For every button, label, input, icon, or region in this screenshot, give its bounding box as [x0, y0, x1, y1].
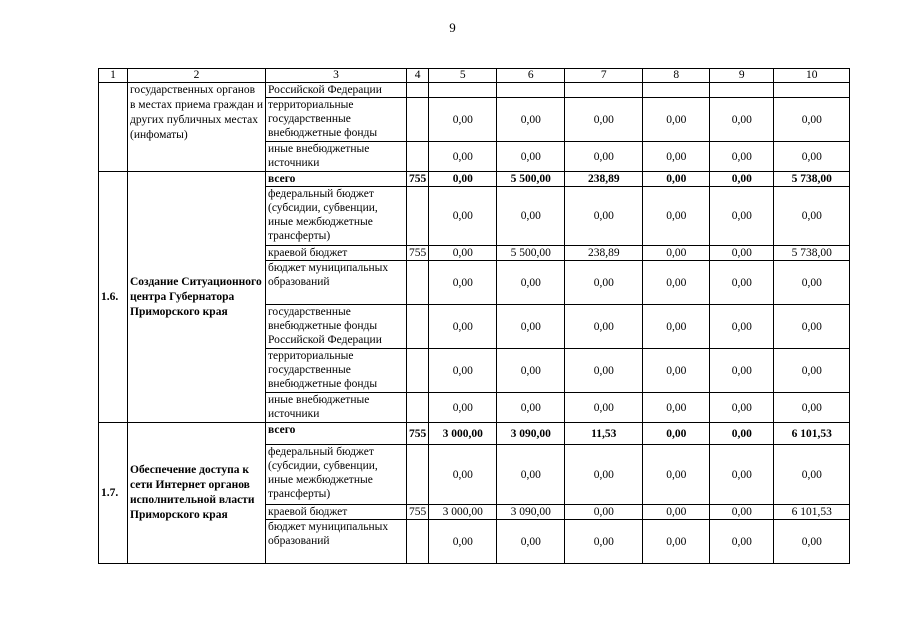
value-cell: 3 000,00 [429, 423, 497, 445]
value-cell: 0,00 [643, 505, 710, 520]
value-cell: 0,00 [565, 261, 643, 305]
value-cell: 0,00 [643, 520, 710, 564]
value-cell: 0,00 [429, 172, 497, 187]
value-cell: 238,89 [565, 172, 643, 187]
code-cell [407, 305, 429, 349]
value-cell: 0,00 [565, 349, 643, 393]
value-cell: 0,00 [565, 520, 643, 564]
value-cell: 0,00 [643, 172, 710, 187]
value-cell: 0,00 [774, 187, 850, 246]
funding-source: государственные внебюджетные фонды Российской Федерации [266, 305, 407, 349]
value-cell: 0,00 [497, 98, 565, 142]
value-cell: 5 738,00 [774, 172, 850, 187]
value-cell: 0,00 [565, 305, 643, 349]
funding-source: всего [266, 423, 407, 445]
value-cell: 0,00 [710, 142, 774, 172]
item-name: Создание Ситуационного центра Губернатора Приморского края [128, 172, 266, 423]
value-cell: 0,00 [643, 305, 710, 349]
header-cell: 4 [407, 69, 429, 83]
value-cell: 0,00 [429, 349, 497, 393]
funding-source: краевой бюджет [266, 505, 407, 520]
header-cell: 5 [429, 69, 497, 83]
value-cell: 238,89 [565, 246, 643, 261]
value-cell: 0,00 [710, 393, 774, 423]
value-cell: 0,00 [643, 261, 710, 305]
value-cell: 0,00 [774, 393, 850, 423]
value-cell: 0,00 [710, 261, 774, 305]
funding-source: всего [266, 172, 407, 187]
value-cell [429, 83, 497, 98]
value-cell: 0,00 [710, 445, 774, 505]
funding-source: бюджет муниципальных образований [266, 520, 407, 564]
value-cell: 3 000,00 [429, 505, 497, 520]
value-cell: 0,00 [497, 393, 565, 423]
value-cell: 0,00 [429, 142, 497, 172]
value-cell: 0,00 [774, 142, 850, 172]
value-cell: 6 101,53 [774, 423, 850, 445]
value-cell: 0,00 [565, 505, 643, 520]
item-number: 1.7. [99, 423, 128, 564]
budget-table [98, 68, 850, 564]
funding-source: Российской Федерации [266, 83, 407, 98]
value-cell: 0,00 [497, 261, 565, 305]
value-cell: 0,00 [429, 305, 497, 349]
value-cell: 0,00 [710, 187, 774, 246]
code-cell: 755 [407, 505, 429, 520]
value-cell: 0,00 [429, 261, 497, 305]
value-cell: 0,00 [710, 98, 774, 142]
header-cell: 3 [266, 69, 407, 83]
value-cell: 0,00 [710, 246, 774, 261]
item-name: государственных органов в местах приема граждан и других публичных местах (инфоматы) [128, 83, 266, 172]
page-number: 9 [449, 20, 456, 35]
header-cell: 8 [643, 69, 710, 83]
value-cell: 0,00 [643, 423, 710, 445]
value-cell [643, 83, 710, 98]
table-row [99, 423, 850, 445]
value-cell: 0,00 [643, 142, 710, 172]
value-cell: 0,00 [774, 445, 850, 505]
value-cell: 0,00 [429, 393, 497, 423]
header-cell: 2 [128, 69, 266, 83]
value-cell: 0,00 [643, 98, 710, 142]
header-row [99, 69, 850, 83]
value-cell: 3 090,00 [497, 505, 565, 520]
code-cell [407, 393, 429, 423]
funding-source: территориальные государственные внебюджетные фонды [266, 98, 407, 142]
value-cell: 0,00 [710, 305, 774, 349]
value-cell [774, 83, 850, 98]
value-cell: 0,00 [643, 445, 710, 505]
item-name: Обеспечение доступа к сети Интернет органов исполнительной власти Приморского края [128, 423, 266, 564]
value-cell: 0,00 [774, 98, 850, 142]
value-cell: 0,00 [710, 520, 774, 564]
code-cell: 755 [407, 423, 429, 445]
item-number [99, 83, 128, 172]
value-cell: 0,00 [429, 246, 497, 261]
value-cell: 0,00 [643, 246, 710, 261]
code-cell [407, 98, 429, 142]
value-cell [565, 83, 643, 98]
value-cell: 0,00 [429, 520, 497, 564]
value-cell: 5 500,00 [497, 246, 565, 261]
value-cell: 0,00 [497, 187, 565, 246]
value-cell: 0,00 [429, 445, 497, 505]
value-cell: 0,00 [497, 445, 565, 505]
value-cell: 0,00 [710, 505, 774, 520]
value-cell: 0,00 [497, 520, 565, 564]
header-cell: 6 [497, 69, 565, 83]
funding-source: иные внебюджетные источники [266, 393, 407, 423]
value-cell: 5 738,00 [774, 246, 850, 261]
header-cell: 1 [99, 69, 128, 83]
value-cell: 0,00 [710, 423, 774, 445]
item-number: 1.6. [99, 172, 128, 423]
code-cell [407, 261, 429, 305]
value-cell: 11,53 [565, 423, 643, 445]
value-cell: 0,00 [643, 349, 710, 393]
header-cell: 9 [710, 69, 774, 83]
header-cell: 10 [774, 69, 850, 83]
value-cell [497, 83, 565, 98]
value-cell: 0,00 [429, 187, 497, 246]
value-cell: 0,00 [643, 187, 710, 246]
value-cell: 0,00 [497, 349, 565, 393]
value-cell: 0,00 [774, 349, 850, 393]
value-cell: 0,00 [497, 305, 565, 349]
code-cell [407, 445, 429, 505]
funding-source: краевой бюджет [266, 246, 407, 261]
value-cell: 0,00 [774, 261, 850, 305]
code-cell [407, 520, 429, 564]
value-cell: 0,00 [429, 98, 497, 142]
value-cell: 0,00 [497, 142, 565, 172]
funding-source: федеральный бюджет (субсидии, субвенции, иные межбюджетные трансферты) [266, 445, 407, 505]
value-cell: 0,00 [774, 305, 850, 349]
table-row [99, 172, 850, 187]
value-cell: 0,00 [774, 520, 850, 564]
value-cell: 0,00 [565, 445, 643, 505]
value-cell: 0,00 [565, 142, 643, 172]
code-cell [407, 83, 429, 98]
code-cell: 755 [407, 172, 429, 187]
value-cell: 6 101,53 [774, 505, 850, 520]
code-cell [407, 187, 429, 246]
value-cell: 0,00 [565, 187, 643, 246]
value-cell: 3 090,00 [497, 423, 565, 445]
value-cell: 0,00 [710, 172, 774, 187]
header-cell: 7 [565, 69, 643, 83]
value-cell: 0,00 [643, 393, 710, 423]
value-cell: 0,00 [710, 349, 774, 393]
table-row [99, 83, 850, 98]
value-cell: 0,00 [565, 393, 643, 423]
code-cell: 755 [407, 246, 429, 261]
value-cell: 5 500,00 [497, 172, 565, 187]
code-cell [407, 142, 429, 172]
funding-source: иные внебюджетные источники [266, 142, 407, 172]
value-cell: 0,00 [565, 98, 643, 142]
value-cell [710, 83, 774, 98]
funding-source: федеральный бюджет (субсидии, субвенции, иные межбюджетные трансферты) [266, 187, 407, 246]
funding-source: территориальные государственные внебюджетные фонды [266, 349, 407, 393]
funding-source: бюджет муниципальных образований [266, 261, 407, 305]
code-cell [407, 349, 429, 393]
